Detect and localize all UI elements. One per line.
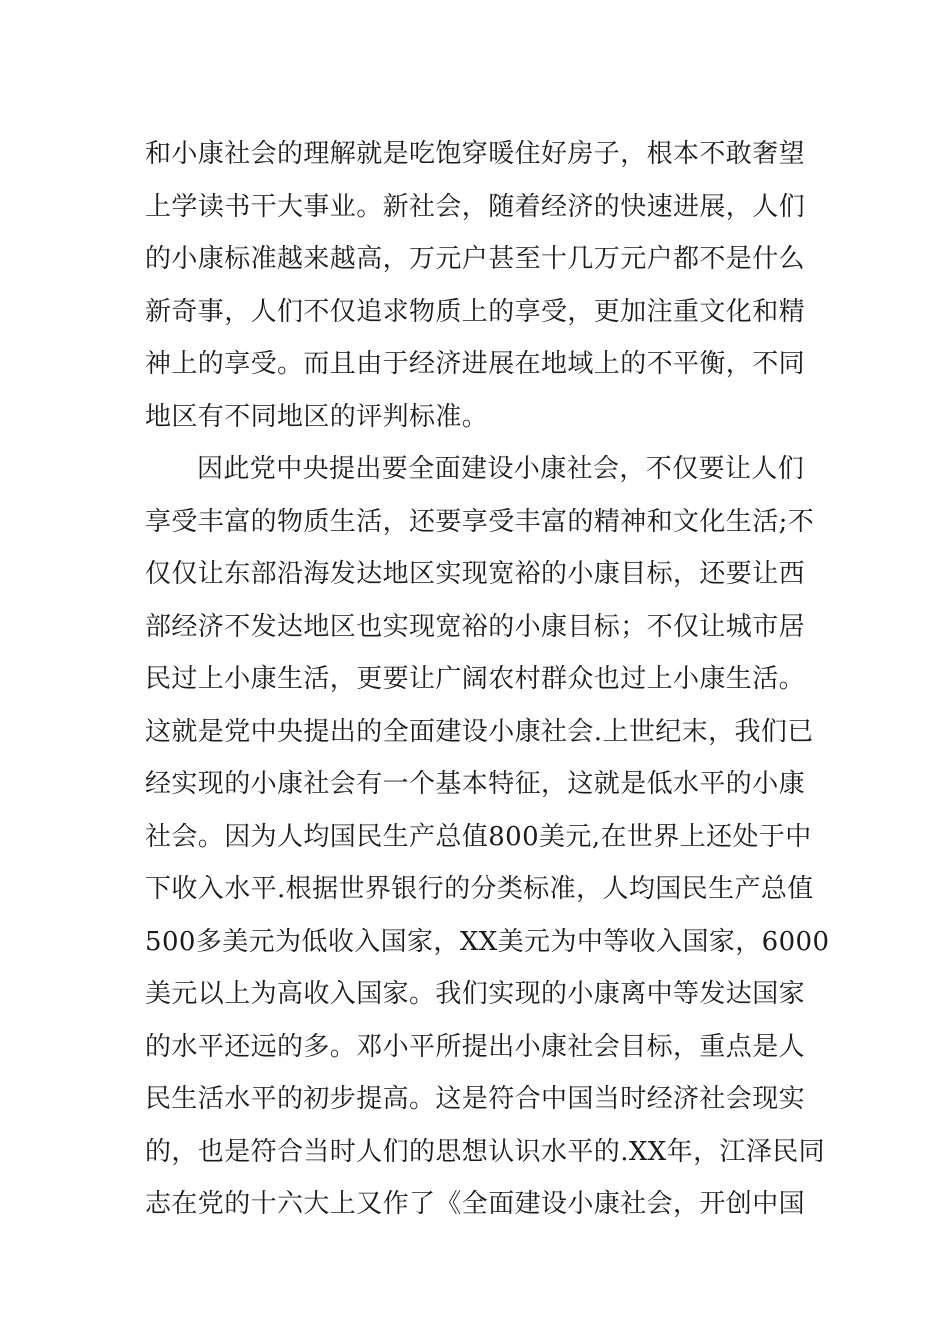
text-line: 的，也是符合当时人们的思想认识水平的.XX年，江泽民同 — [145, 1136, 826, 1167]
document-body — [145, 128, 830, 1231]
text-line: 部经济不发达地区也实现宽裕的小康目标；不仅让城市居 — [145, 611, 806, 642]
text-line: 地区有不同地区的评判标准。 — [145, 401, 489, 432]
text-line: 享受丰富的物质生活，还要享受丰富的精神和文化生活;不 — [145, 506, 815, 537]
text-line: 这就是党中央提出的全面建设小康社会.上世纪末，我们已 — [145, 716, 814, 747]
text-line: 和小康社会的理解就是吃饱穿暖住好房子，根本不敢奢望 — [145, 139, 806, 169]
text-line: 的水平还远的多。邓小平所提出小康社会目标，重点是人 — [145, 1031, 806, 1062]
text-line: 美元以上为高收入国家。我们实现的小康离中等发达国家 — [145, 979, 806, 1009]
text-line: 的小康标准越来越高，万元户甚至十几万元户都不是什么 — [145, 244, 806, 274]
text-line: 民生活水平的初步提高。这是符合中国当时经济社会现实 — [145, 1084, 806, 1114]
text-line: 仅仅让东部沿海发达地区实现宽裕的小康目标，还要让西 — [145, 559, 806, 589]
text-line: 社会。因为人均国民生产总值800美元,在世界上还处于中 — [145, 821, 812, 852]
text-line: 民过上小康生活，更要让广阔农村群众也过上小康生活。 — [145, 664, 806, 694]
text-line: 新奇事，人们不仅追求物质上的享受，更加注重文化和精 — [145, 296, 806, 327]
text-line: 上学读书干大事业。新社会，随着经济的快速进展，人们 — [145, 191, 806, 222]
text-line: 神上的享受。而且由于经济进展在地域上的不平衡，不同 — [145, 349, 806, 379]
text-line: 500多美元为低收入国家，XX美元为中等收入国家，6000 — [145, 926, 830, 957]
text-line: 下收入水平.根据世界银行的分类标准，人均国民生产总值 — [145, 874, 814, 904]
paragraph-first-line: 因此党中央提出要全面建设小康社会，不仅要让人们 — [197, 454, 805, 484]
text-line: 经实现的小康社会有一个基本特征，这就是低水平的小康 — [145, 769, 806, 799]
text-line: 志在党的十六大上又作了《全面建设小康社会，开创中国 — [145, 1189, 806, 1219]
